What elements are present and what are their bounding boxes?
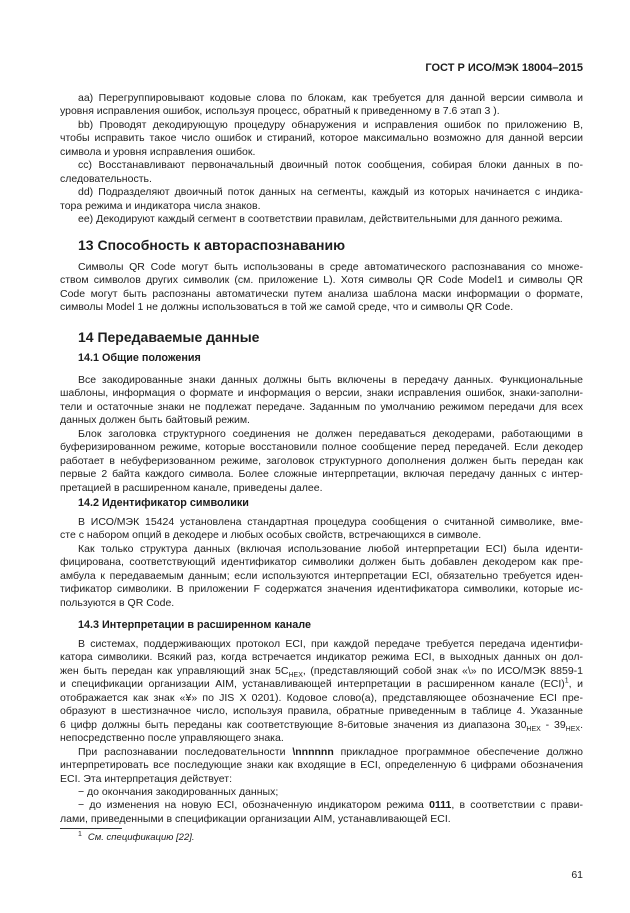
section-13-heading: 13 Способность к автораспознаванию [78, 237, 346, 253]
text-line: образуют в шестизначное число, используя правила, обратные приведенным в таблице 4. Указанные [60, 705, 583, 718]
text-segment: и спецификации организации AIM, устанавливающей интерпретации в расширенном канале (ECI) [60, 678, 565, 691]
text-line [60, 746, 583, 759]
footnote-divider [60, 828, 122, 829]
subscript: HEX [526, 725, 541, 733]
text-line: ECI. Эта интерпретация действует: [60, 772, 232, 785]
text-line: Code могут быть распознаны автоматически путем анализа шаблона маски информации о формате, [60, 287, 583, 300]
text-line [60, 678, 583, 691]
text-line: непосредственно после управляющего знака. [60, 732, 284, 745]
text-line: первые 2 байта каждого символа. Более сложные интерпретации, включая передачу данных с интер- [60, 468, 583, 481]
text-line: работает в небуферизованном режиме, заголовок структурного дополнения должен быть передан как [60, 454, 583, 467]
text-line: символы Model 1 не должны использоваться в той же самой среде, что и символы QR Code. [60, 301, 514, 314]
page-number: 61 [571, 869, 583, 881]
text-segment: - 39 [540, 718, 566, 731]
text-line: aa) Перегруппировывают кодовые слова по блокам, как требуется для данной версии символа и [78, 92, 583, 104]
paragraph [60, 213, 583, 226]
text-line: Символы QR Code могут быть использованы в среде автоматического распознавания со множе- [78, 261, 583, 273]
text-line: Как только структура данных (включая использование любой интерпретации ECI) была иденти- [78, 542, 583, 555]
paragraph [60, 428, 583, 495]
text-segment: − до изменения на новую ECI, обозначенную индикатором режима [78, 799, 430, 812]
text-line: данных должен быть байтовый режим. [60, 414, 250, 427]
text-line: dd) Подразделяют двоичный поток данных на сегменты, каждый из которых начинается с индика- [78, 186, 583, 199]
footnote [78, 832, 195, 843]
text-line: ee) Декодируют каждый сегмент в соответствии правилам, действительными для данного режима. [78, 213, 563, 226]
bold-text: 0111 [429, 799, 452, 812]
text-segment: , (представляющий собой знак «\» по ИСО/МЭК 8859-1 [302, 664, 584, 677]
text-segment: При распознавании последовательности [78, 745, 293, 758]
paragraph [60, 186, 583, 213]
text-line: уровня исправления ошибок, используя процесс, обратный к приведенному в 7.6 этап 3 ). [60, 105, 500, 118]
text-line: буферизированном режиме, которые восстановили полное сообщение перед передачей. Если декодер [60, 441, 583, 454]
subscript: HEX [565, 725, 581, 733]
paragraph [60, 119, 583, 159]
text-segment: , и [568, 678, 583, 691]
decoding-steps-list [60, 92, 583, 227]
text-line: катора символики. Всякий раз, когда встречается индикатор режима ECI, в выходных данных он дол- [60, 651, 583, 664]
section-14-heading: 14 Передаваемые данные [78, 329, 260, 345]
text-line: cc) Восстанавливают первоначальный двоичный поток сообщения, собирая блоки данных в по- [78, 159, 583, 172]
text-line: следовательность. [60, 172, 152, 185]
text-line [60, 665, 583, 678]
paragraph [60, 638, 583, 746]
text-line: амбула к передаваемым данным; если используются интерпретации ECI, обязательно требуется иден- [60, 569, 583, 582]
text-line: тора режима и индикатора числа знаков. [60, 199, 261, 212]
text-line: В ИСО/МЭК 15424 установлена стандартная процедура сообщения о считанной символике, вме- [78, 516, 583, 528]
text-line: Все закодированные знаки данных должны быть включены в передачу данных. Функциональные [78, 374, 583, 386]
paragraph [60, 746, 583, 786]
section-13-body [60, 261, 583, 315]
section-14-2-body [60, 516, 583, 610]
text-segment: , в соответствии с прави- [451, 799, 583, 812]
text-line: претацией в расширенном канале, приведены далее. [60, 481, 323, 494]
section-14-2-heading: 14.2 Идентификатор символики [78, 497, 249, 509]
paragraph [60, 261, 583, 315]
paragraph [60, 92, 583, 119]
text-line: шаблоны, информация о формате и информация о версии, знаки исправления ошибок, знаки-заполни- [60, 387, 583, 400]
footnote-ref: 1 [564, 677, 569, 685]
text-segment: . [580, 718, 583, 731]
subscript: HEX [288, 672, 303, 679]
paragraph [60, 799, 583, 826]
footnote-text: См. спецификацию [22]. [87, 832, 195, 843]
text-line [60, 719, 583, 732]
text-line: пользуются в QR Code. [60, 596, 175, 609]
text-line: В системах, поддерживающих протокол ECI, при каждой передаче требуется передача идентифи- [78, 638, 583, 650]
footnote-mark: 1 [78, 830, 82, 838]
text-line: Блок заголовка структурного соединения не должен передаваться декодерами, работающими в [78, 427, 583, 440]
text-line: ством символов других символик (см. приложение L). Хотя символы QR Code Model1 и символы QR [60, 274, 583, 287]
text-line: лами, приведенными в спецификации организации AIM, устанавливающей ECI. [60, 812, 451, 825]
paragraph [60, 786, 583, 799]
text-line: bb) Проводят декодирующую процедуру обнаружения и исправления ошибок по приложению B, [78, 118, 583, 131]
text-segment: 6 цифр должны быть переданы как соответствующие 8-битовые значения из диапазона 30 [60, 718, 527, 731]
text-line: фицирована, соответствующий идентификатор символики должен быть добавлен декодером как пре- [60, 556, 583, 569]
document-header: ГОСТ Р ИСО/МЭК 18004–2015 [425, 62, 583, 74]
text-line [60, 799, 583, 812]
paragraph [60, 516, 583, 543]
text-line: символа и уровня исправления ошибок. [60, 145, 256, 158]
paragraph [60, 543, 583, 610]
text-line: тели и остаточные знаки не подлежат передаче. Заданным по умолчанию режимом передачи для всех [60, 400, 583, 413]
text-segment: жен быть передан как управляющий знак 5C [60, 664, 289, 677]
text-line: чтобы исправить такое число ошибок и стираний, которое максимально возможно для данной версии [60, 132, 583, 145]
text-segment: прикладное программное обеспечение должно [333, 745, 583, 758]
section-14-1-body [60, 374, 583, 495]
bold-text: \nnnnnn [292, 745, 334, 758]
text-line: сте с набором опций в декодере и любых особых свойств, встречающихся в символе. [60, 529, 482, 542]
paragraph [60, 374, 583, 428]
text-line: − до окончания закодированных данных; [78, 785, 279, 798]
section-14-3-body [60, 638, 583, 826]
text-line: отображается как знак «¥» по JIS X 0201). Кодовое слово(а), представляющее обозначение ECI пре- [60, 691, 583, 704]
text-line: интерпретировать все последующие знаки как входящие в ECI, определенную 6 цифрами обозначения [60, 759, 583, 772]
section-14-1-heading: 14.1 Общие положения [78, 352, 201, 364]
text-line: тификатор символики. В приложении F содержатся значения идентификатора символики, которые ис- [60, 583, 583, 596]
section-14-3-heading: 14.3 Интерпретации в расширенном канале [78, 619, 311, 631]
paragraph [60, 159, 583, 186]
